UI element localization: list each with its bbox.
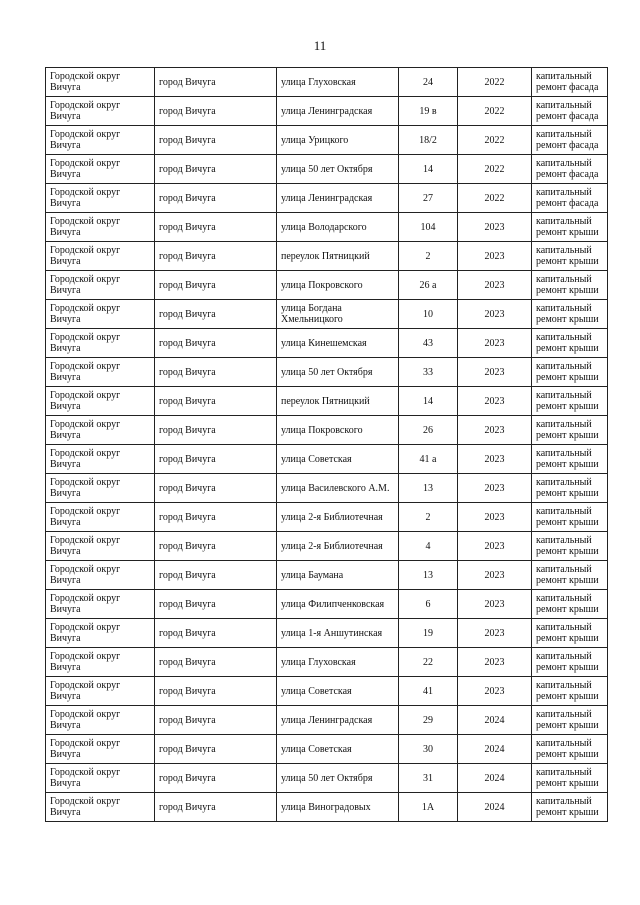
table-row	[46, 706, 608, 735]
city-cell: город Вичуга	[155, 590, 277, 619]
city-cell: город Вичуга	[155, 97, 277, 126]
city-cell: город Вичуга	[155, 619, 277, 648]
city-cell: город Вичуга	[155, 300, 277, 329]
house-number-cell: 14	[399, 155, 458, 184]
street-cell: улица Богдана Хмельницкого	[277, 300, 399, 329]
work-type-cell: капитальный ремонт крыши	[532, 503, 608, 532]
year-cell: 2023	[458, 271, 532, 300]
work-type-cell: капитальный ремонт крыши	[532, 329, 608, 358]
house-number-cell: 22	[399, 648, 458, 677]
year-cell: 2024	[458, 793, 532, 822]
district-cell: Городской округ Вичуга	[46, 532, 155, 561]
district-cell: Городской округ Вичуга	[46, 329, 155, 358]
table-row	[46, 445, 608, 474]
table-body	[46, 68, 608, 822]
year-cell: 2022	[458, 126, 532, 155]
work-type-cell: капитальный ремонт крыши	[532, 677, 608, 706]
street-cell: улица Филипченковская	[277, 590, 399, 619]
city-cell: город Вичуга	[155, 213, 277, 242]
district-cell: Городской округ Вичуга	[46, 213, 155, 242]
district-cell: Городской округ Вичуга	[46, 706, 155, 735]
city-cell: город Вичуга	[155, 126, 277, 155]
city-cell: город Вичуга	[155, 445, 277, 474]
work-type-cell: капитальный ремонт крыши	[532, 300, 608, 329]
work-type-cell: капитальный ремонт крыши	[532, 445, 608, 474]
year-cell: 2022	[458, 155, 532, 184]
year-cell: 2022	[458, 68, 532, 97]
street-cell: улица Володарского	[277, 213, 399, 242]
year-cell: 2024	[458, 735, 532, 764]
house-number-cell: 30	[399, 735, 458, 764]
house-number-cell: 19	[399, 619, 458, 648]
city-cell: город Вичуга	[155, 68, 277, 97]
city-cell: город Вичуга	[155, 387, 277, 416]
table-row	[46, 329, 608, 358]
work-type-cell: капитальный ремонт крыши	[532, 735, 608, 764]
work-type-cell: капитальный ремонт крыши	[532, 619, 608, 648]
house-number-cell: 14	[399, 387, 458, 416]
year-cell: 2024	[458, 706, 532, 735]
street-cell: улица Баумана	[277, 561, 399, 590]
year-cell: 2023	[458, 242, 532, 271]
street-cell: улица Урицкого	[277, 126, 399, 155]
street-cell: улица Виноградовых	[277, 793, 399, 822]
table-row	[46, 590, 608, 619]
district-cell: Городской округ Вичуга	[46, 416, 155, 445]
house-number-cell: 41 а	[399, 445, 458, 474]
city-cell: город Вичуга	[155, 677, 277, 706]
street-cell: переулок Пятницкий	[277, 242, 399, 271]
house-number-cell: 27	[399, 184, 458, 213]
district-cell: Городской округ Вичуга	[46, 271, 155, 300]
table-row	[46, 677, 608, 706]
table-row	[46, 474, 608, 503]
work-type-cell: капитальный ремонт фасада	[532, 68, 608, 97]
year-cell: 2022	[458, 184, 532, 213]
district-cell: Городской округ Вичуга	[46, 764, 155, 793]
table-row	[46, 97, 608, 126]
street-cell: улица Ленинградская	[277, 184, 399, 213]
table-row	[46, 126, 608, 155]
district-cell: Городской округ Вичуга	[46, 126, 155, 155]
city-cell: город Вичуга	[155, 735, 277, 764]
district-cell: Городской округ Вичуга	[46, 445, 155, 474]
work-type-cell: капитальный ремонт крыши	[532, 561, 608, 590]
table-row	[46, 619, 608, 648]
year-cell: 2022	[458, 97, 532, 126]
table-row	[46, 503, 608, 532]
street-cell: улица 2-я Библиотечная	[277, 503, 399, 532]
work-type-cell: капитальный ремонт фасада	[532, 184, 608, 213]
street-cell: улица Глуховская	[277, 648, 399, 677]
street-cell: улица Покровского	[277, 271, 399, 300]
house-number-cell: 31	[399, 764, 458, 793]
house-number-cell: 41	[399, 677, 458, 706]
street-cell: улица Советская	[277, 677, 399, 706]
table-row	[46, 735, 608, 764]
district-cell: Городской округ Вичуга	[46, 474, 155, 503]
year-cell: 2023	[458, 213, 532, 242]
table-row	[46, 155, 608, 184]
table-row	[46, 561, 608, 590]
house-number-cell: 13	[399, 561, 458, 590]
city-cell: город Вичуга	[155, 561, 277, 590]
work-type-cell: капитальный ремонт крыши	[532, 590, 608, 619]
district-cell: Городской округ Вичуга	[46, 387, 155, 416]
work-type-cell: капитальный ремонт фасада	[532, 126, 608, 155]
year-cell: 2023	[458, 329, 532, 358]
year-cell: 2023	[458, 561, 532, 590]
city-cell: город Вичуга	[155, 764, 277, 793]
street-cell: улица Покровского	[277, 416, 399, 445]
district-cell: Городской округ Вичуга	[46, 68, 155, 97]
city-cell: город Вичуга	[155, 706, 277, 735]
work-type-cell: капитальный ремонт крыши	[532, 706, 608, 735]
street-cell: улица Кинешемская	[277, 329, 399, 358]
street-cell: улица 50 лет Октября	[277, 358, 399, 387]
district-cell: Городской округ Вичуга	[46, 648, 155, 677]
city-cell: город Вичуга	[155, 503, 277, 532]
year-cell: 2024	[458, 764, 532, 793]
city-cell: город Вичуга	[155, 416, 277, 445]
house-number-cell: 1А	[399, 793, 458, 822]
house-number-cell: 6	[399, 590, 458, 619]
work-type-cell: капитальный ремонт крыши	[532, 358, 608, 387]
house-number-cell: 19 в	[399, 97, 458, 126]
year-cell: 2023	[458, 300, 532, 329]
district-cell: Городской округ Вичуга	[46, 590, 155, 619]
street-cell: улица Глуховская	[277, 68, 399, 97]
district-cell: Городской округ Вичуга	[46, 735, 155, 764]
city-cell: город Вичуга	[155, 329, 277, 358]
district-cell: Городской округ Вичуга	[46, 619, 155, 648]
table-row	[46, 242, 608, 271]
year-cell: 2023	[458, 677, 532, 706]
table-row	[46, 387, 608, 416]
table-row	[46, 358, 608, 387]
district-cell: Городской округ Вичуга	[46, 358, 155, 387]
house-number-cell: 2	[399, 242, 458, 271]
table-row	[46, 271, 608, 300]
district-cell: Городской округ Вичуга	[46, 155, 155, 184]
street-cell: улица Ленинградская	[277, 706, 399, 735]
street-cell: улица 50 лет Октября	[277, 764, 399, 793]
year-cell: 2023	[458, 590, 532, 619]
district-cell: Городской округ Вичуга	[46, 300, 155, 329]
house-number-cell: 2	[399, 503, 458, 532]
city-cell: город Вичуга	[155, 271, 277, 300]
district-cell: Городской округ Вичуга	[46, 184, 155, 213]
street-cell: улица 2-я Библиотечная	[277, 532, 399, 561]
house-number-cell: 18/2	[399, 126, 458, 155]
table-row	[46, 184, 608, 213]
year-cell: 2023	[458, 503, 532, 532]
district-cell: Городской округ Вичуга	[46, 561, 155, 590]
table-row	[46, 648, 608, 677]
work-type-cell: капитальный ремонт крыши	[532, 271, 608, 300]
work-type-cell: капитальный ремонт крыши	[532, 532, 608, 561]
housing-repair-table	[45, 67, 608, 822]
work-type-cell: капитальный ремонт крыши	[532, 764, 608, 793]
house-number-cell: 29	[399, 706, 458, 735]
table-row	[46, 68, 608, 97]
work-type-cell: капитальный ремонт крыши	[532, 474, 608, 503]
year-cell: 2023	[458, 474, 532, 503]
year-cell: 2023	[458, 619, 532, 648]
district-cell: Городской округ Вичуга	[46, 793, 155, 822]
street-cell: улица Ленинградская	[277, 97, 399, 126]
city-cell: город Вичуга	[155, 474, 277, 503]
year-cell: 2023	[458, 445, 532, 474]
year-cell: 2023	[458, 532, 532, 561]
house-number-cell: 26	[399, 416, 458, 445]
district-cell: Городской округ Вичуга	[46, 677, 155, 706]
house-number-cell: 104	[399, 213, 458, 242]
city-cell: город Вичуга	[155, 242, 277, 271]
street-cell: улица Советская	[277, 735, 399, 764]
house-number-cell: 43	[399, 329, 458, 358]
table-row	[46, 300, 608, 329]
street-cell: улица 1-я Аншутинская	[277, 619, 399, 648]
city-cell: город Вичуга	[155, 358, 277, 387]
district-cell: Городской округ Вичуга	[46, 97, 155, 126]
work-type-cell: капитальный ремонт крыши	[532, 648, 608, 677]
year-cell: 2023	[458, 416, 532, 445]
street-cell: улица 50 лет Октября	[277, 155, 399, 184]
street-cell: улица Василевского А.М.	[277, 474, 399, 503]
house-number-cell: 24	[399, 68, 458, 97]
work-type-cell: капитальный ремонт крыши	[532, 793, 608, 822]
street-cell: улица Советская	[277, 445, 399, 474]
year-cell: 2023	[458, 387, 532, 416]
city-cell: город Вичуга	[155, 184, 277, 213]
house-number-cell: 4	[399, 532, 458, 561]
street-cell: переулок Пятницкий	[277, 387, 399, 416]
district-cell: Городской округ Вичуга	[46, 242, 155, 271]
house-number-cell: 26 а	[399, 271, 458, 300]
work-type-cell: капитальный ремонт крыши	[532, 213, 608, 242]
house-number-cell: 33	[399, 358, 458, 387]
year-cell: 2023	[458, 358, 532, 387]
table-row	[46, 532, 608, 561]
work-type-cell: капитальный ремонт крыши	[532, 242, 608, 271]
city-cell: город Вичуга	[155, 532, 277, 561]
district-cell: Городской округ Вичуга	[46, 503, 155, 532]
table-row	[46, 213, 608, 242]
house-number-cell: 10	[399, 300, 458, 329]
table-row	[46, 764, 608, 793]
table-row	[46, 793, 608, 822]
house-number-cell: 13	[399, 474, 458, 503]
city-cell: город Вичуга	[155, 155, 277, 184]
work-type-cell: капитальный ремонт крыши	[532, 387, 608, 416]
city-cell: город Вичуга	[155, 648, 277, 677]
work-type-cell: капитальный ремонт фасада	[532, 155, 608, 184]
table-row	[46, 416, 608, 445]
page-number: 11	[313, 38, 327, 53]
year-cell: 2023	[458, 648, 532, 677]
city-cell: город Вичуга	[155, 793, 277, 822]
work-type-cell: капитальный ремонт фасада	[532, 97, 608, 126]
work-type-cell: капитальный ремонт крыши	[532, 416, 608, 445]
